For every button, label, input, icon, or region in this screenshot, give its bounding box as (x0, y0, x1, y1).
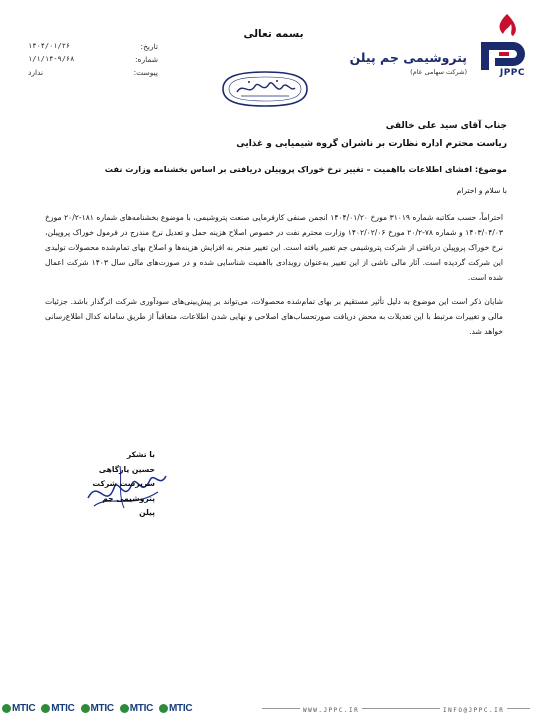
mtic-globe-icon (2, 704, 11, 713)
mtic-logo: MTIC (0, 701, 37, 715)
signature-block (85, 448, 155, 521)
calligraphy-emblem-icon (219, 70, 311, 108)
mtic-globe-icon (41, 704, 50, 713)
attachment-label: پیوست: (133, 68, 158, 77)
footer-website: WWW.JPPC.IR (300, 707, 362, 714)
salutation: با سلام و احترام (456, 186, 507, 195)
attachment-row (28, 66, 158, 79)
letter-meta (28, 40, 158, 79)
mtic-globe-icon (81, 704, 90, 713)
company-subtitle: (شرکت سهامی عام) (410, 68, 467, 76)
number-label: شماره: (135, 55, 158, 64)
company-logo (349, 12, 529, 82)
mtic-logo: MTIC (157, 701, 194, 715)
signature-position: سرپرست شرکت (92, 479, 155, 488)
logo-text: JPPC (499, 68, 525, 78)
number-value: ۱/۱/۱۴-۹/۶۸ (28, 55, 75, 63)
recipient-title: ریاست محترم اداره نظارت بر ناشران گروه شیمیایی و غذایی (236, 139, 507, 149)
mtic-globe-icon (120, 704, 129, 713)
company-name: پتروشیمی جم پیلن (349, 50, 467, 65)
mtic-logo: MTIC (39, 701, 76, 715)
signature-company: پتروشیمی جم پیلن (102, 493, 155, 517)
mtic-globe-icon (159, 704, 168, 713)
body-paragraph-1: احتراماً، حسب مکاتبه شماره ۳۱۰۱۹ مورخ ۱۴۰۴/۰۱/۲۰ انجمن صنفی کارفرمایی صنعت پتروشیمی، با موضوع بخشنامه‌های شماره ۱۸۱-۲۰/۲ مورخ ۱۴۰۳/۰۴/۰۳ و شماره ۷۸-۲۰/۲ مورخ ۱۴۰۲/۰۲/۰۶ وزارت محترم نفت در خصوص اصلاح هزینه حمل و تعدیل نرخ مندرج در فرمول خوراک پروپیلن، نرخ خوراک پروپیلن دریافتی از شرکت پتروشیمی جم تغییر یافته است. این تغییر منجر به افزایش هزینه‌ها و اصلاح بهای تمام‌شده محصولات تولیدی این شرکت گردیده است. آثار مالی ناشی از این تغییر به‌عنوان رویدادی بااهمیت شناسایی شده و در صورت‌های مالی سال ۱۴۰۳ شرکت اعمال شده است. (45, 213, 503, 282)
footer-email: INFO@JPPC.IR (440, 707, 507, 714)
date-row (28, 40, 158, 53)
date-label: تاریخ: (140, 42, 158, 51)
signature-name: حسین یارگاهی (98, 464, 155, 474)
footer-logos (0, 699, 196, 717)
mtic-logo: MTIC (118, 701, 155, 715)
recipient-name: جناب آقای سید علی خالقی (385, 121, 507, 131)
attachment-value: ندارد (28, 68, 44, 77)
letter-subject: موضوع: افشای اطلاعات بااهمیت – تغییر نرخ خوراک پروپیلن دریافتی بر اساس بخشنامه وزارت نفت (104, 164, 507, 174)
letter-body (45, 210, 503, 348)
signature-closing: با تشکر (126, 450, 155, 459)
date-value: ۱۴۰۴/۰۱/۲۶ (28, 42, 71, 50)
mtic-logo: MTIC (79, 701, 116, 715)
number-row (28, 53, 158, 66)
body-paragraph-2: شایان ذکر است این موضوع به دلیل تأثیر مستقیم بر بهای تمام‌شده محصولات، می‌تواند بر پیش‌بینی‌های سودآوری شرکت اثرگذار باشد. جزئیات مالی و تغییرات مرتبط با این تعدیلات به محض دریافت صورتحساب‌های اصلاحی و نهایی شدن اطلاعات، متعاقباً از طریق سامانه کدال اطلاع‌رسانی خواهد شد. (45, 297, 503, 336)
bismillah-heading: بسمه تعالی (243, 28, 304, 40)
